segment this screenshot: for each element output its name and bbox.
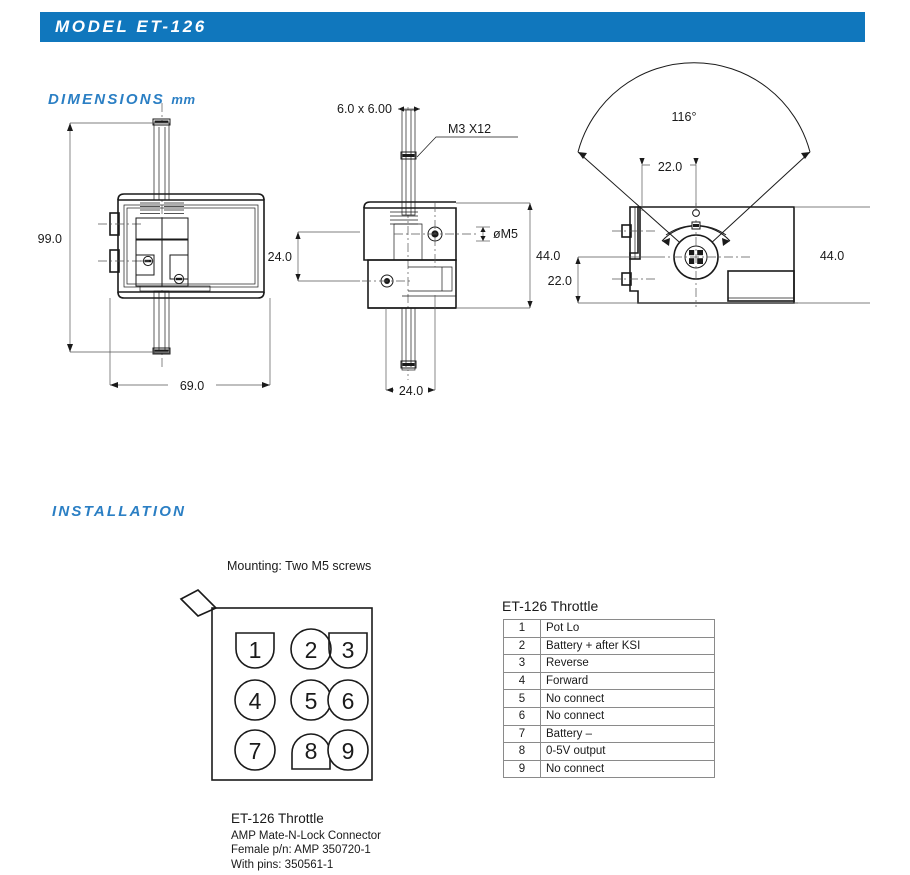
drawing-side-view [267, 95, 561, 405]
connector-diagram [178, 590, 398, 790]
label-om5 [476, 227, 518, 241]
pinout-pin-function: Pot Lo [541, 620, 715, 638]
dim-label-69: 69.0 [179, 379, 205, 393]
dimension-width-69 [110, 298, 270, 393]
pinout-pin-number: 5 [504, 690, 541, 708]
dim-label-shaft: 6.0 x 6.00 [337, 102, 392, 116]
pinout-pin-number: 6 [504, 707, 541, 725]
pinout-pin-function: No connect [541, 760, 715, 778]
pinout-pin-number: 4 [504, 672, 541, 690]
pinout-pin-number: 8 [504, 743, 541, 761]
screw-lower [362, 275, 412, 287]
connector-pin-1: 1 [248, 637, 262, 663]
pinout-pin-function: 0-5V output [541, 743, 715, 761]
pinout-pin-number: 7 [504, 725, 541, 743]
dim-label-om5: øM5 [493, 227, 518, 241]
pinout-pin-function: Forward [541, 672, 715, 690]
pinout-row [504, 690, 715, 708]
pinout-pin-number: 2 [504, 637, 541, 655]
pinout-row [504, 760, 715, 778]
connector-pin-6: 6 [341, 688, 355, 714]
connector-pin-3: 3 [341, 637, 355, 663]
pinout-row [504, 637, 715, 655]
dim-label-22-v: 22.0 [547, 274, 572, 288]
dimensions-unit: mm [171, 92, 196, 107]
dimension-22-vertical [548, 257, 798, 303]
pivot-hub [656, 203, 750, 307]
connector-caption-line-2: Female p/n: AMP 350720-1 [231, 844, 371, 856]
dim-label-116: 116° [671, 110, 697, 124]
page-title: MODEL ET-126 [55, 17, 207, 36]
connector-pin-8: 8 [304, 738, 318, 764]
pinout-table [503, 619, 715, 778]
dimension-44-top-view [794, 207, 870, 303]
connector-pin-2: 2 [304, 637, 318, 663]
dimension-22-horizontal [639, 157, 698, 211]
drawing-front-view [37, 95, 290, 405]
connector-caption-line-3: With pins: 350561-1 [231, 858, 334, 871]
dim-label-m3: M3 X12 [448, 122, 492, 136]
pinout-row [504, 743, 715, 761]
connector-pin-5: 5 [304, 688, 318, 714]
connector-caption-title: ET-126 Throttle [231, 811, 324, 826]
pinout-pin-function: Battery + after KSI [541, 637, 715, 655]
dim-label-22-h: 22.0 [657, 160, 683, 174]
pinout-pin-function: Battery – [541, 725, 715, 743]
dimensions-label: DIMENSIONS [48, 91, 166, 108]
dimension-height-99 [38, 123, 168, 352]
dim-label-24-bottom: 24.0 [398, 384, 424, 398]
pinout-pin-number: 1 [504, 620, 541, 638]
dim-label-44-top: 44.0 [819, 249, 845, 263]
pinout-pin-number: 3 [504, 655, 541, 673]
pinout-pin-function: Reverse [541, 655, 715, 673]
pinout-pin-number: 9 [504, 760, 541, 778]
mounting-note: Mounting: Two M5 screws [227, 559, 372, 573]
label-m3-screw [417, 122, 518, 157]
pinout-row [504, 725, 715, 743]
connector-caption [231, 812, 381, 872]
pinout-pin-function: No connect [541, 707, 715, 725]
pinout-row [504, 672, 715, 690]
connector-caption-line-1: AMP Mate-N-Lock Connector [231, 829, 381, 842]
connector-pin-9: 9 [341, 738, 355, 764]
dim-label-99: 99.0 [37, 232, 62, 246]
connector-pin-7: 7 [248, 738, 262, 764]
pinout-table-body [504, 620, 715, 778]
connector-pin-4: 4 [248, 688, 262, 714]
pinout-pin-function: No connect [541, 690, 715, 708]
pinout-row [504, 655, 715, 673]
dim-label-24-left: 24.0 [267, 250, 292, 264]
section-heading-installation: INSTALLATION [52, 503, 187, 520]
pinout-row [504, 620, 715, 638]
dimension-44-right [456, 203, 560, 308]
dim-label-44-right: 44.0 [536, 249, 561, 263]
pinout-row [504, 707, 715, 725]
pinout-table-title: ET-126 Throttle [502, 598, 599, 614]
drawing-top-view [547, 95, 890, 325]
